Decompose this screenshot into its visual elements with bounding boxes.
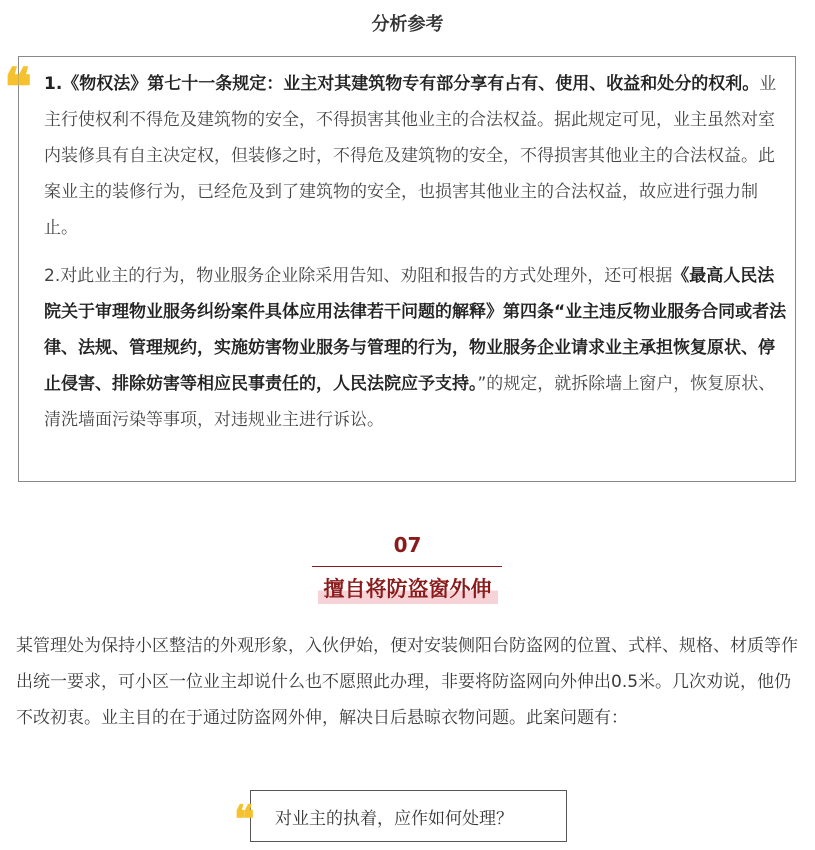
case-title-wrap <box>0 574 815 604</box>
analysis-paragraph-1-text: 业主行使权利不得危及建筑物的安全，不得损害其他业主的合法权益。据此规定可见，业主虽然对室内装修具有自主决定权，但装修之时，不得危及建筑物的安全，不得损害其他业主的合法权益。此案业主的装修行为，已经危及到了建筑物的安全，也损害其他业主的合法权益，故应进行强力制止。 <box>44 74 777 238</box>
case-number: 07 <box>393 533 422 557</box>
quote-mark-icon: ❝ <box>4 57 32 118</box>
case-body: 某管理处为保持小区整洁的外观形象，入伙伊始，便对安装侧阳台防盗网的位置、式样、规格、材质等作出统一要求，可小区一位业主却说什么也不愿照此办理，非要将防盗网向外伸出0.5米。几次劝说，他仍不改初衷。业主目的在于通过防盗网外伸，解决日后悬晾衣物问题。此案问题有： <box>16 636 798 728</box>
question-quote-box <box>250 790 567 842</box>
analysis-paragraph-1 <box>44 66 790 246</box>
case-divider <box>312 566 502 567</box>
case-question: 对业主的执着，应作如何处理？ <box>275 809 513 829</box>
analysis-paragraph-2 <box>44 258 790 438</box>
case-title: 擅自将防盗窗外伸 <box>318 574 498 604</box>
question-quote-mark-icon: ❝ <box>234 796 255 841</box>
analysis-law-citation: 1.《物权法》第七十一条规定：业主对其建筑物专有部分享有占有、使用、收益和处分的权利。 <box>44 74 760 94</box>
analysis-paragraph-2-intro: 2.对此业主的行为，物业服务企业除采用告知、劝阻和报告的方式处理外，还可根据 <box>44 266 673 286</box>
section-title: 分析参考 <box>371 14 444 35</box>
analysis-court-interpretation: 《最高人民法院关于审理物业服务纠纷案件具体应用法律若干问题的解释》第四条“业主违反物业服务合同或者法律、法规、管理规约，实施妨害物业服务与管理的行为，物业服务企业请求业主承担恢复原状、停止侵害、排除妨害等相应民事责任的，人民法院应予支持。 <box>44 266 787 394</box>
analysis-paragraph-2-text: ”的规定，就拆除墙上窗户，恢复原状、清洗墙面污染等事项，对违规业主进行诉讼。 <box>44 374 776 430</box>
